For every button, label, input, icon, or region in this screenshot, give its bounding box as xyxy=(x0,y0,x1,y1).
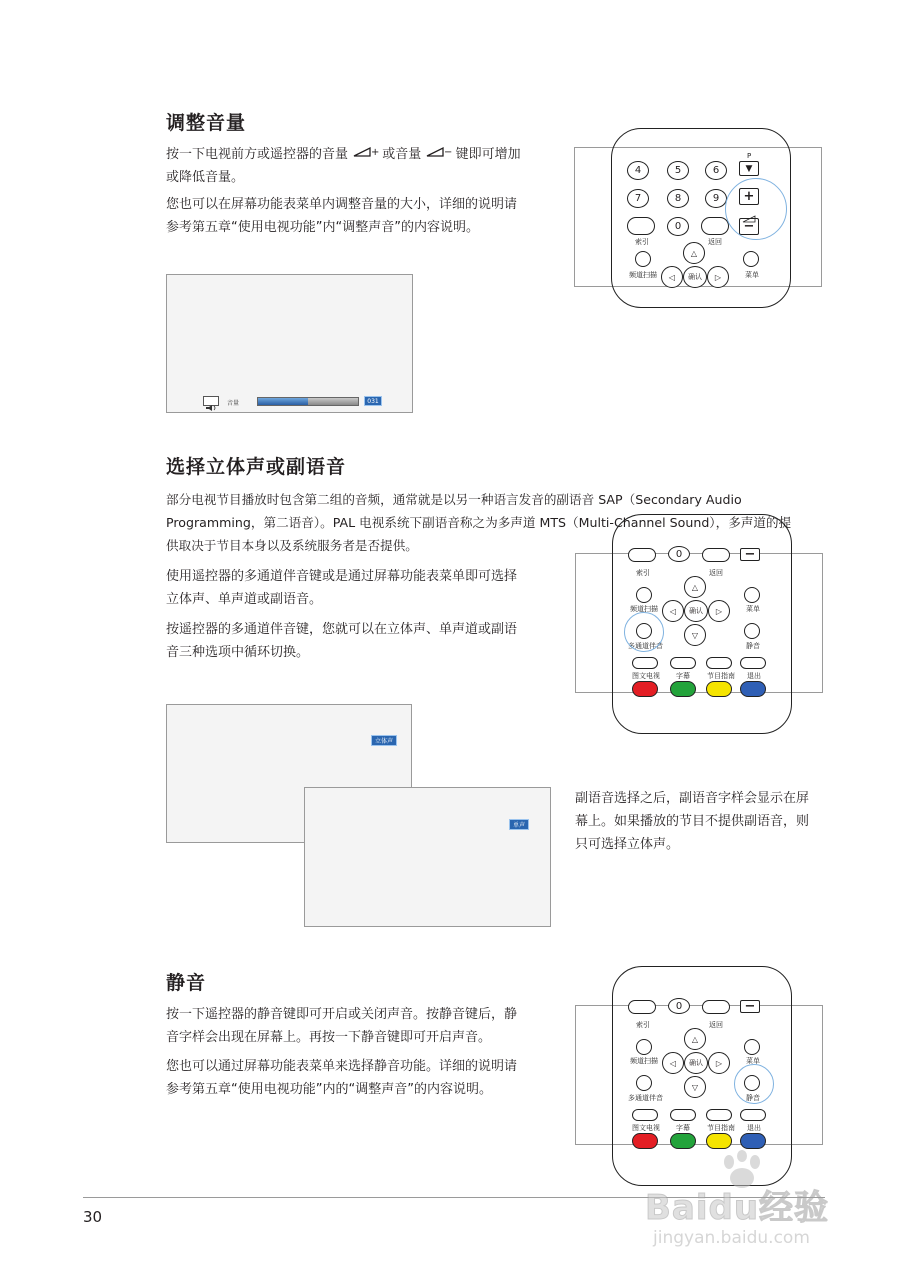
dpad-left-icon: ◁ xyxy=(661,266,683,288)
key-blank-right xyxy=(701,217,729,235)
green-key xyxy=(670,681,696,697)
label-index: 索引 xyxy=(636,1021,650,1029)
dpad-right-icon: ▷ xyxy=(707,266,729,288)
key-scan xyxy=(636,1039,652,1055)
label-menu: 菜单 xyxy=(745,271,759,279)
mute-p1-line2: 音字样会出现在屏幕上。再按一下静音键即可开启声音。 xyxy=(166,1030,492,1045)
key-0: 0 xyxy=(668,546,690,562)
dpad-up-icon: △ xyxy=(684,576,706,598)
label-mts: 多通道伴音 xyxy=(628,642,663,650)
audio-p1-line2: 立体声、单声道或副语音。 xyxy=(166,592,323,607)
section-title-audio-mode: 选择立体声或副语音 xyxy=(166,456,347,478)
key-menu xyxy=(744,1039,760,1055)
key-0: 0 xyxy=(667,217,689,236)
section-title-mute: 静音 xyxy=(166,972,207,994)
highlight-circle-mts xyxy=(624,612,664,652)
label-scan: 频道扫描 xyxy=(630,1057,658,1065)
key-teletext xyxy=(632,657,658,669)
mute-p2-line1: 您也可以通过屏幕功能表菜单来选择静音功能。详细的说明请 xyxy=(166,1059,518,1074)
key-mute xyxy=(744,623,760,639)
label-subtitle: 字幕 xyxy=(676,672,690,680)
osd-mono-screen xyxy=(304,787,551,927)
dpad-left-icon: ◁ xyxy=(662,1052,684,1074)
key-scan xyxy=(636,587,652,603)
label-back: 返回 xyxy=(709,1021,723,1029)
volume-minus-key: − xyxy=(740,1000,760,1013)
blue-key xyxy=(740,681,766,697)
channel-down-icon: ▼ xyxy=(739,161,759,176)
key-4: 4 xyxy=(627,161,649,180)
remote-illustration-volume xyxy=(574,147,822,287)
label-p: P xyxy=(747,152,752,160)
volume-p2-line1: 您也可以在屏幕功能表菜单内调整音量的大小，详细的说明请 xyxy=(166,197,518,212)
key-mts xyxy=(636,1075,652,1091)
audio-paragraph-1 xyxy=(166,565,561,611)
label-mts: 多通道伴音 xyxy=(628,1094,663,1102)
mute-paragraph-1 xyxy=(166,1003,561,1049)
key-0: 0 xyxy=(668,998,690,1014)
key-exit xyxy=(740,657,766,669)
volume-text-b: 或音量 xyxy=(382,147,422,162)
volume-text-c: 键即可增加 xyxy=(455,147,521,162)
dpad-left-icon: ◁ xyxy=(662,600,684,622)
label-mute: 静音 xyxy=(746,642,760,650)
ok-key: 确认 xyxy=(684,600,708,622)
highlight-circle-mute xyxy=(734,1064,774,1104)
audio-note-paragraph xyxy=(575,787,835,856)
remote-illustration-mute xyxy=(575,999,823,1145)
audio-intro-line1: 部分电视节目播放时包含第二组的音频，通常就是以另一种语言发音的副语音 SAP（Secondary Audio xyxy=(166,492,742,507)
red-key xyxy=(632,681,658,697)
key-5: 5 xyxy=(667,161,689,180)
label-guide: 节目指南 xyxy=(707,1124,735,1132)
ok-key: 确认 xyxy=(684,1052,708,1074)
yellow-key xyxy=(706,1133,732,1149)
key-scan xyxy=(635,251,651,267)
key-blank-right xyxy=(702,548,730,562)
volume-p2-line2: 参考第五章“使用电视功能”内“调整声音”的内容说明。 xyxy=(166,220,479,235)
audio-p2-line2: 音三种选项中循环切换。 xyxy=(166,645,310,660)
volume-paragraph-2 xyxy=(166,193,561,239)
label-exit: 退出 xyxy=(747,1124,761,1132)
osd-volume-label: 音量 xyxy=(227,400,240,407)
key-teletext xyxy=(632,1109,658,1121)
key-6: 6 xyxy=(705,161,727,180)
label-index: 索引 xyxy=(636,569,650,577)
label-back: 返回 xyxy=(708,238,722,246)
key-8: 8 xyxy=(667,189,689,208)
key-blank-left xyxy=(628,1000,656,1014)
green-key xyxy=(670,1133,696,1149)
audio-note-line2: 幕上。如果播放的节目不提供副语音，则 xyxy=(575,814,810,829)
osd-volume-value: 031 xyxy=(364,396,382,406)
dpad-down-icon: ▽ xyxy=(684,624,706,646)
watermark-logo-text: Baidu经验 xyxy=(645,1188,830,1228)
key-exit xyxy=(740,1109,766,1121)
volume-up-icon xyxy=(352,143,378,166)
volume-minus-key: − xyxy=(739,218,759,235)
label-teletext: 图文电视 xyxy=(632,1124,660,1132)
mute-p2-line2: 参考第五章“使用电视功能”内的“调整声音”的内容说明。 xyxy=(166,1082,492,1097)
osd-mono-tag: 单声 xyxy=(509,819,529,830)
osd-volume-fill xyxy=(258,398,308,405)
label-index: 索引 xyxy=(635,238,649,246)
key-menu xyxy=(744,587,760,603)
remote-illustration-mts xyxy=(575,547,823,693)
svg-text:+: + xyxy=(371,147,380,158)
svg-text:−: − xyxy=(444,147,453,158)
blue-key xyxy=(740,1133,766,1149)
label-back: 返回 xyxy=(709,569,723,577)
mute-paragraph-2 xyxy=(166,1055,561,1101)
page-number: 30 xyxy=(83,1208,103,1226)
section-title-volume: 调整音量 xyxy=(166,112,247,134)
audio-paragraph-2 xyxy=(166,618,561,664)
volume-paragraph-1 xyxy=(166,143,556,189)
volume-minus-key: − xyxy=(740,548,760,561)
dpad-up-icon: △ xyxy=(684,1028,706,1050)
volume-text-a: 按一下电视前方或遥控器的音量 xyxy=(166,147,349,162)
baidu-watermark xyxy=(645,1150,845,1260)
volume-down-icon xyxy=(425,143,451,166)
mute-p1-line1: 按一下遥控器的静音键即可开启或关闭声音。按静音键后，静 xyxy=(166,1007,518,1022)
audio-p2-line1: 按遥控器的多通道伴音键，您就可以在立体声、单声道或副语 xyxy=(166,622,518,637)
volume-text-d: 或降低音量。 xyxy=(166,170,245,185)
osd-stereo-tag: 立体声 xyxy=(371,735,397,746)
key-9: 9 xyxy=(705,189,727,208)
key-blank-right xyxy=(702,1000,730,1014)
label-exit: 退出 xyxy=(747,672,761,680)
watermark-url: jingyan.baidu.com xyxy=(653,1228,810,1248)
ok-key: 确认 xyxy=(683,266,707,288)
audio-p1-line1: 使用遥控器的多通道伴音键或是通过屏幕功能表菜单即可选择 xyxy=(166,569,518,584)
audio-note-line3: 只可选择立体声。 xyxy=(575,837,680,852)
highlight-circle-volume xyxy=(725,178,787,240)
audio-intro-line2: Programming，第二语音）。PAL 电视系统下副语音称之为多声道 MTS（Multi-Channel Sound），多声道的提 xyxy=(166,515,792,530)
dpad-down-icon: ▽ xyxy=(684,1076,706,1098)
key-blank-left xyxy=(628,548,656,562)
key-subtitle xyxy=(670,657,696,669)
red-key xyxy=(632,1133,658,1149)
key-menu xyxy=(743,251,759,267)
label-menu: 菜单 xyxy=(746,1057,760,1065)
key-blank-left xyxy=(627,217,655,235)
audio-intro-line3: 供取决于节目本身以及系统服务者是否提供。 xyxy=(166,538,418,553)
label-guide: 节目指南 xyxy=(707,672,735,680)
volume-plus-key: + xyxy=(739,188,759,205)
speaker-icon xyxy=(203,396,219,406)
label-menu: 菜单 xyxy=(746,605,760,613)
key-subtitle xyxy=(670,1109,696,1121)
osd-volume-screen xyxy=(166,274,413,413)
dpad-up-icon: △ xyxy=(683,242,705,264)
label-scan: 频道扫描 xyxy=(629,271,657,279)
osd-volume-bar xyxy=(257,397,359,406)
audio-note-line1: 副语音选择之后，副语音字样会显示在屏 xyxy=(575,791,810,806)
key-7: 7 xyxy=(627,189,649,208)
label-mute: 静音 xyxy=(746,1094,760,1102)
dpad-right-icon: ▷ xyxy=(708,600,730,622)
key-guide xyxy=(706,657,732,669)
label-teletext: 图文电视 xyxy=(632,672,660,680)
yellow-key xyxy=(706,681,732,697)
dpad-right-icon: ▷ xyxy=(708,1052,730,1074)
label-scan: 频道扫描 xyxy=(630,605,658,613)
key-guide xyxy=(706,1109,732,1121)
label-subtitle: 字幕 xyxy=(676,1124,690,1132)
